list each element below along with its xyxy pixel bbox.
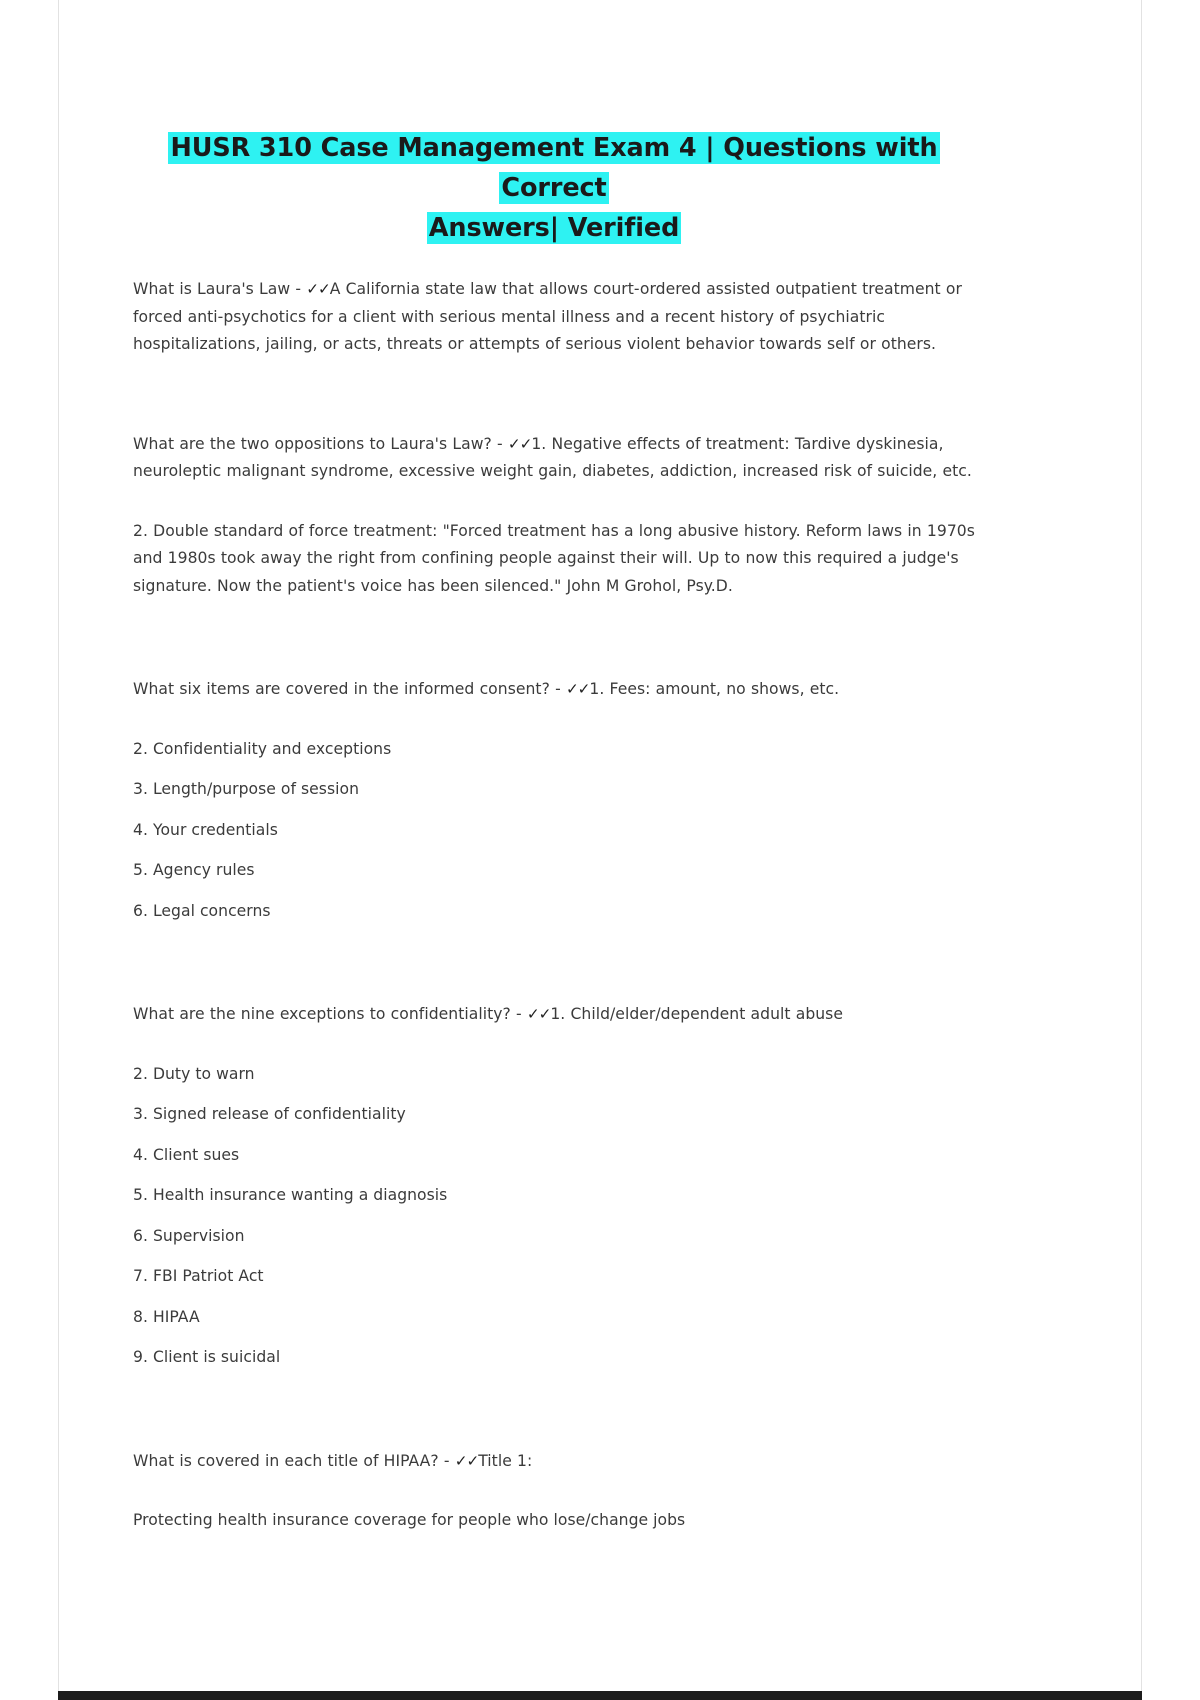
- list-item: 9. Client is suicidal: [133, 1348, 281, 1366]
- paragraph-spacer: [133, 1043, 975, 1061]
- check-marks-icon: ✓✓: [507, 434, 532, 453]
- qa-block-lauras-law-oppositions: [133, 431, 975, 601]
- list-item: 2. Double standard of force treatment: "Forced treatment has a long abusive history. Reform laws in 1970s and 1980s took away the right from confining people against their will. Up to now this required a judge's signature. Now the patient's voice has been silenced." John M Grohol, Psy.D.: [133, 521, 975, 595]
- qa-block-hipaa-titles: [133, 1448, 975, 1535]
- answer-text: 1. Negative effects of treatment: Tardive dyskinesia, neuroleptic malignant syndrome, excessive weight gain, diabetes, addiction, increased risk of suicide, etc.: [133, 434, 972, 480]
- list-item: 6. Legal concerns: [133, 901, 271, 920]
- page-title: [133, 128, 975, 248]
- list-item: 5. Health insurance wanting a diagnosis: [133, 1186, 448, 1204]
- title-line-1: HUSR 310 Case Management Exam 4 | Questions with Correct: [170, 133, 938, 203]
- title-line-2: Answers| Verified: [428, 213, 680, 243]
- question-text: What is covered in each title of HIPAA? -: [133, 1451, 455, 1470]
- check-marks-icon: ✓✓: [454, 1451, 479, 1470]
- paragraph-spacer: [133, 500, 975, 518]
- question-text: What six items are covered in the informed consent? -: [133, 680, 566, 698]
- list-item: 7. FBI Patriot Act: [133, 1267, 264, 1285]
- section-spacer: [133, 614, 975, 676]
- check-marks-icon: ✓✓: [306, 280, 330, 298]
- list-item: 4. Client sues: [133, 1145, 240, 1164]
- list-item: 3. Signed release of confidentiality: [133, 1105, 406, 1123]
- list-item: 4. Your credentials: [133, 820, 278, 839]
- question-text: What are the two oppositions to Laura's Law? -: [133, 434, 508, 453]
- list-item: 5. Agency rules: [133, 861, 255, 879]
- qa-question-answer: [133, 1448, 975, 1476]
- answer-text: 1. Child/elder/dependent adult abuse: [550, 1005, 843, 1023]
- qa-block-lauras-law: [133, 276, 975, 359]
- page-border-right: [1141, 0, 1142, 1700]
- qa-question-answer: [133, 676, 975, 704]
- qa-question-answer: [133, 276, 975, 359]
- question-text: What are the nine exceptions to confidentiality? -: [133, 1005, 527, 1023]
- document-content: [133, 128, 975, 1549]
- list-item: Protecting health insurance coverage for people who lose/change jobs: [133, 1511, 686, 1529]
- list-item: 3. Length/purpose of session: [133, 780, 360, 798]
- list-item: 8. HIPAA: [133, 1307, 200, 1326]
- question-text: What is Laura's Law -: [133, 280, 307, 298]
- paragraph-spacer: [133, 718, 975, 736]
- page-footer-bar: [58, 1691, 1142, 1700]
- answer-text: 1. Fees: amount, no shows, etc.: [589, 680, 840, 698]
- answer-text: Title 1:: [478, 1451, 533, 1470]
- page-border-left: [58, 0, 59, 1700]
- qa-question-answer: [133, 1001, 975, 1029]
- section-spacer: [133, 939, 975, 1001]
- paragraph-spacer: [133, 1489, 975, 1507]
- answer-text: A California state law that allows court-ordered assisted outpatient treatment or forced anti-psychotics for a client with serious mental illness and a recent history of psychiatric hospitalizations, jailing, or acts, threats or attempts of serious violent behavior towards self or others.: [133, 280, 962, 353]
- qa-block-confidentiality-exceptions: [133, 1001, 975, 1372]
- qa-question-answer: [133, 431, 975, 486]
- qa-block-informed-consent: [133, 676, 975, 925]
- list-item: 6. Supervision: [133, 1226, 245, 1245]
- check-marks-icon: ✓✓: [526, 1005, 551, 1023]
- section-spacer: [133, 373, 975, 431]
- check-marks-icon: ✓✓: [565, 680, 590, 698]
- section-spacer: [133, 1386, 975, 1448]
- list-item: 2. Confidentiality and exceptions: [133, 739, 392, 758]
- list-item: 2. Duty to warn: [133, 1064, 255, 1083]
